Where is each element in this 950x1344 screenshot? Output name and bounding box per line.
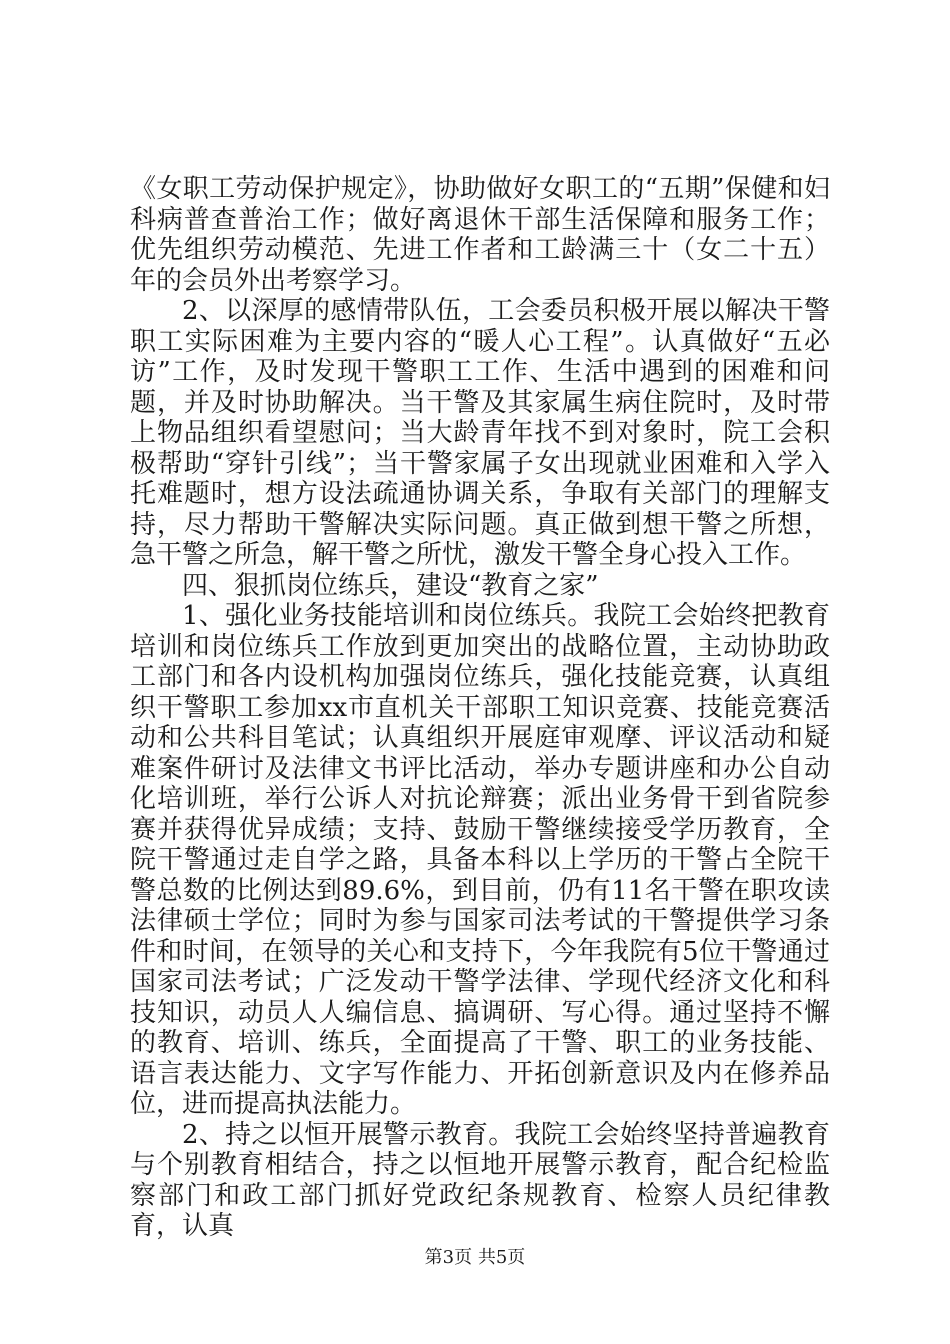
paragraph-care-team: 2、以深厚的感情带队伍，工会委员积极开展以解决干警职工实际困难为主要内容的“暖人心工程”。认真做好“五必访”工作，及时发现干警职工工作、生活中遇到的困难和问题，并及时协助解决。当干警及其家属生病住院时，及时带上物品组织看望慰问；当大龄青年找不到对象时，院工会积极帮助“穿针引线”；当干警家属子女出现就业困难和入学入托难题时，想方设法疏通协调关系，争取有关部门的理解支持，尽力帮助干警解决实际问题。真正做到想干警之所想，急干警之所急，解干警之所忧，激发干警全身心投入工作。 (130, 296, 830, 570)
paragraph-skills-training: 1、强化业务技能培训和岗位练兵。我院工会始终把教育培训和岗位练兵工作放到更加突出的战略位置，主动协助政工部门和各内设机构加强岗位练兵，强化技能竞赛，认真组织干警职工参加xx市直机关干部职工知识竞赛、技能竞赛活动和公共科目笔试；认真组织开展庭审观摩、评议活动和疑难案件研讨及法律文书评比活动，举办专题讲座和办公自动化培训班，举行公诉人对抗论辩赛；派出业务骨干到省院参赛并获得优异成绩；支持、鼓励干警继续接受学历教育，全院干警通过走自学之路，具备本科以上学历的干警占全院干警总数的比例达到89.6%，到目前，仍有11名干警在职攻读法律硕士学位；同时为参与国家司法考试的干警提供学习条件和时间，在领导的关心和支持下，今年我院有5位干警通过国家司法考试；广泛发动干警学法律、学现代经济文化和科技知识，动员人人编信息、搞调研、写心得。通过坚持不懈的教育、培训、练兵，全面提高了干警、职工的业务技能、语言表达能力、文字写作能力、开拓创新意识及内在修养品位，进而提高执法能力。 (130, 601, 830, 1119)
page-number-footer: 第3页 共5页 (424, 1247, 526, 1268)
paragraph-continuation: 《女职工劳动保护规定》，协助做好女职工的“五期”保健和妇科病普查普治工作；做好离退休干部生活保障和服务工作；优先组织劳动模范、先进工作者和工龄满三十（女二十五）年的会员外出考察学习。 (130, 174, 830, 296)
paragraph-warning-education: 2、持之以恒开展警示教育。我院工会始终坚持普遍教育与个别教育相结合，持之以恒地开展警示教育，配合纪检监察部门和政工部门抓好党政纪条规教育、检察人员纪律教育，认真 (130, 1119, 830, 1241)
document-body (130, 174, 830, 1242)
section-heading-education-home: 四、狠抓岗位练兵，建设“教育之家” (182, 570, 599, 601)
